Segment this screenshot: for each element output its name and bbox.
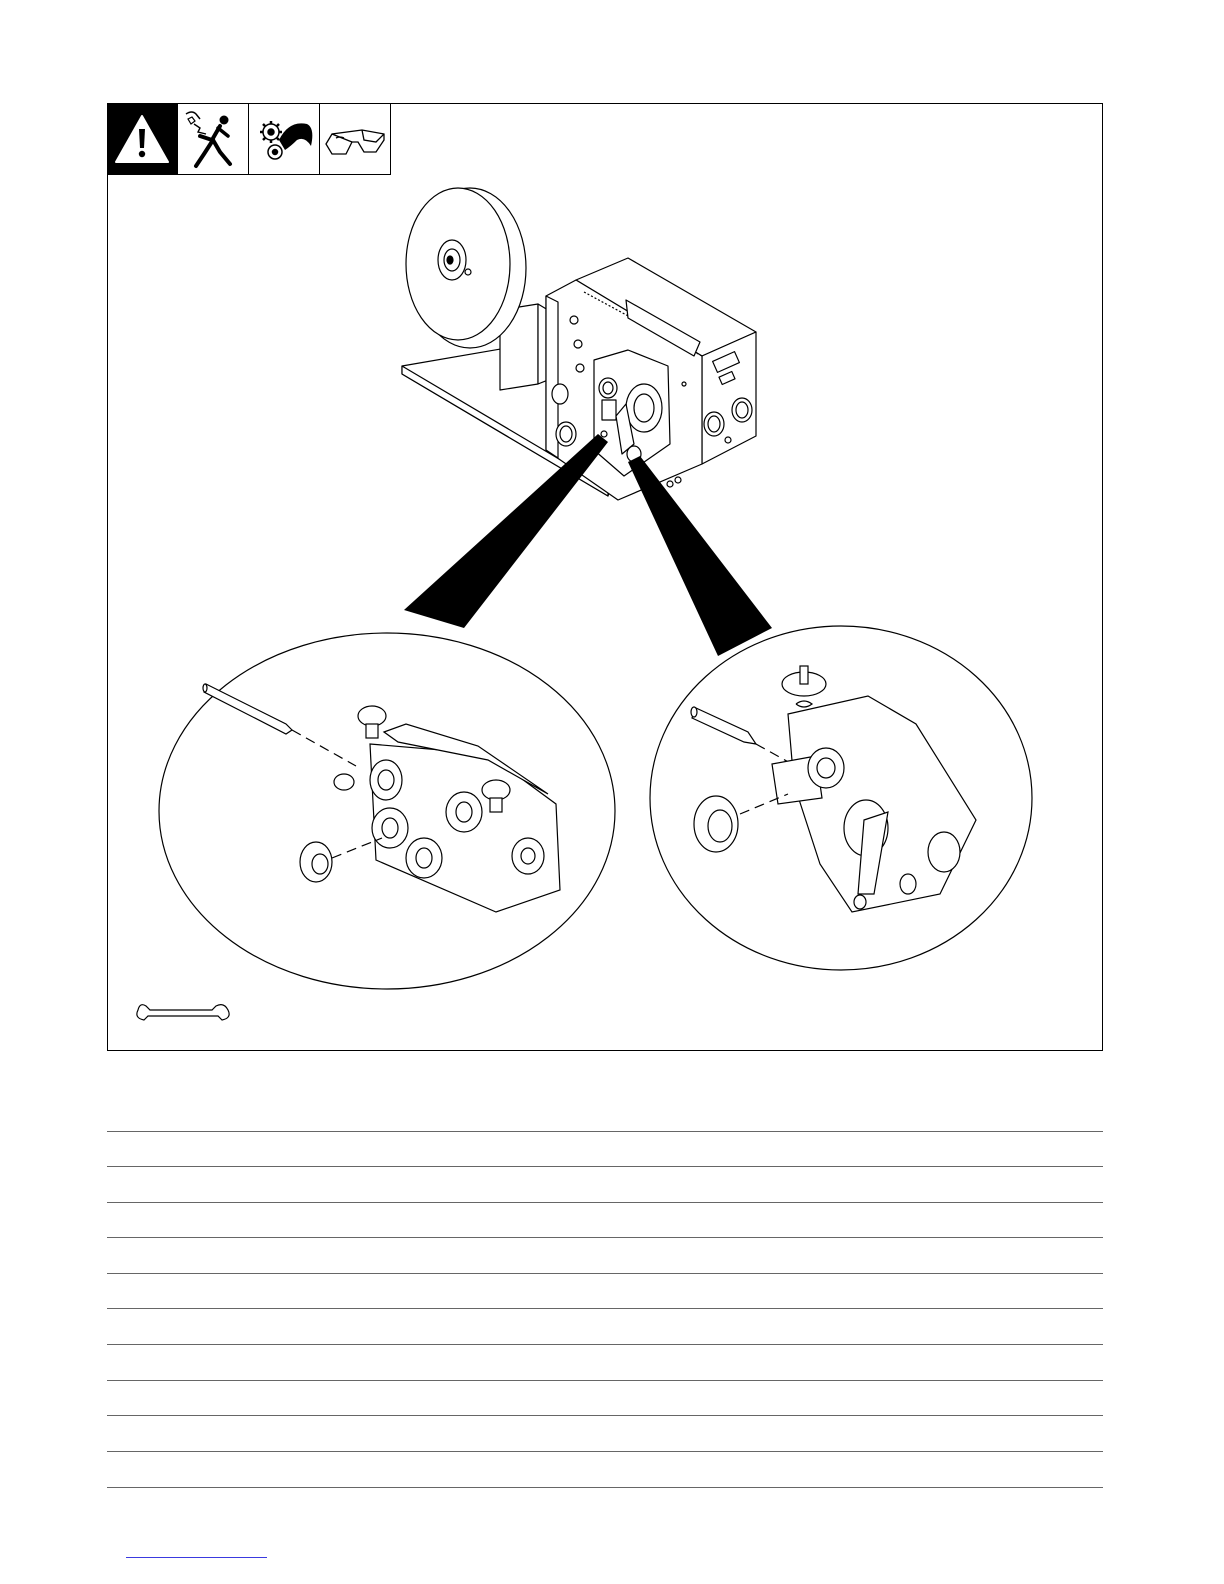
notes-line xyxy=(107,1202,1103,1203)
notes-line xyxy=(107,1273,1103,1274)
notes-line xyxy=(107,1451,1103,1452)
notes-line xyxy=(107,1237,1103,1238)
notes-line xyxy=(107,1166,1103,1167)
notes-line xyxy=(107,1344,1103,1345)
zoom-beam-left xyxy=(404,434,608,628)
notes-line xyxy=(107,1415,1103,1416)
detail-bubble-left xyxy=(159,633,615,989)
notes-line xyxy=(107,1131,1103,1132)
wire-feeder-illustration xyxy=(108,104,1102,1050)
notes-line xyxy=(107,1308,1103,1309)
zoom-beam-right xyxy=(628,456,772,656)
notes-line xyxy=(107,1380,1103,1381)
wrench-icon xyxy=(137,1005,229,1020)
feeder-housing-front xyxy=(702,332,756,464)
footer-rule xyxy=(126,1557,267,1558)
detail-bubble-right xyxy=(650,626,1032,970)
notes-line xyxy=(107,1487,1103,1488)
